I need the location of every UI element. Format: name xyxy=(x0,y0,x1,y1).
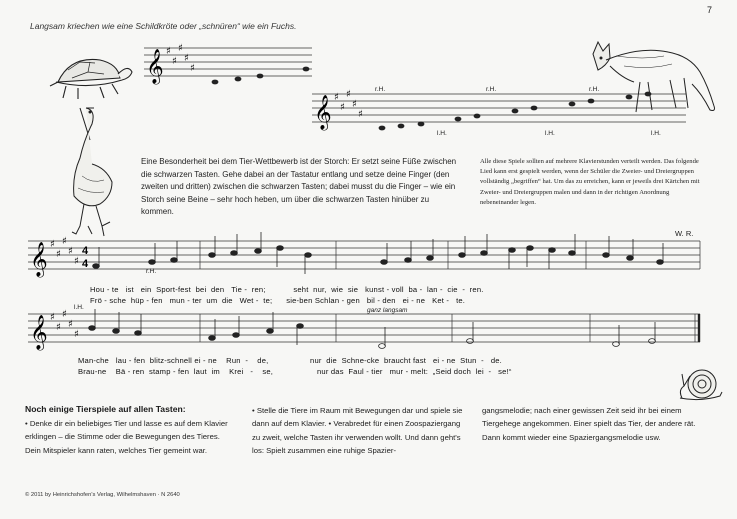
left-hand-mark: l.H. xyxy=(74,304,84,311)
lyrics-line-1-verse-2: Frö - sche hüp - fen mun - ter um die Wet - te; sie-ben Schlan - gen bil - den ei - ne Ket - te. xyxy=(90,296,466,305)
svg-text:♯: ♯ xyxy=(172,56,177,67)
composer-initials: W. R. xyxy=(675,229,694,238)
treble-clef-2: 𝄞 xyxy=(314,95,332,130)
svg-text:♯: ♯ xyxy=(62,309,67,320)
lyrics-line-2-verse-1: Man-che lau - fen blitz-schnell ei - ne Run - de, nur die Schne-cke braucht fast ei - ne Stun - de. xyxy=(78,356,502,365)
svg-text:♯: ♯ xyxy=(190,63,195,74)
lyrics-line-1-verse-1: Hou - te ist ein Sport-fest bei den Tie - ren; seht nur, wie sie kunst - voll ba - lan - cie - ren. xyxy=(90,285,484,294)
staff-4 xyxy=(28,314,700,342)
svg-text:♯: ♯ xyxy=(68,246,73,257)
svg-text:♯: ♯ xyxy=(352,99,357,110)
svg-text:♯: ♯ xyxy=(166,46,171,57)
svg-text:♯: ♯ xyxy=(50,239,55,250)
staff-2-notes xyxy=(379,92,652,131)
svg-text:♯: ♯ xyxy=(68,319,73,330)
staff-3-notes xyxy=(93,232,664,274)
right-hand-mark: r.H. xyxy=(589,86,600,93)
turtle-illustration xyxy=(50,59,132,99)
left-hand-mark: l.H. xyxy=(437,130,447,137)
svg-text:♯: ♯ xyxy=(50,312,55,323)
games-column-3: gangsmelodie; nach einer gewissen Zeit seid ihr bei einem Tiergehege angekommen. Einer spielt das Tier, der andere rät. Dann kommt wieder eine Spaziergangsmelodie usw. xyxy=(482,406,696,442)
fox-illustration xyxy=(593,42,715,112)
main-paragraph: Eine Besonderheit bei dem Tier-Wettbewerb ist der Storch: Er setzt seine Füße zwischen die schwarzen Tasten. Gehe dabei an der Tastatur entlang und setze deine Finger (den zweiten und dritten) zwischen die schwarzen Tasten; dabei musst du die Finger – wie ein Storch seine Beine – sehr hoch heben, um über die schwarzen Tasten hinüber zu kommen. xyxy=(141,157,457,217)
svg-text:♯: ♯ xyxy=(334,92,339,103)
lyrics-line-2-verse-2: Brau-ne Bä - ren stamp - fen laut im Krei - se, nur das Faul - tier mur - melt: „Seid doch lei - se!“ xyxy=(78,367,512,376)
side-note: Alle diese Spiele sollten auf mehrere Klavierstunden verteilt werden. Das folgende Lied kann erst gespielt werden, wenn der Schüler die Zweier- und Dreiergruppen vollständig „begriffen“ hat. Um das zu erreichen, kann er jeweils drei Kärtchen mit Zweier- und Dreiergruppen malen und dann in der richtigen Anordnung nebeneinander legen. xyxy=(480,158,700,206)
svg-text:♯: ♯ xyxy=(346,89,351,100)
treble-clef-1: 𝄞 xyxy=(146,49,164,84)
staff-3 xyxy=(28,241,700,269)
svg-text:♯: ♯ xyxy=(56,249,61,260)
left-hand-mark: l.H. xyxy=(651,130,661,137)
games-column-2: • Stelle die Tiere im Raum mit Bewegungen dar und spiele sie dann auf dem Klavier. • Verabredet für einen Zoospaziergang zu zweit, welche Tasten ihr verwenden wollt. Und dann geht's los: Spielt zusammen eine ruhige Spazier- xyxy=(252,406,463,455)
svg-text:♯: ♯ xyxy=(74,256,79,267)
copyright-line: © 2011 by Heinrichshofen's Verlag, Wilhelmshaven · N 2640 xyxy=(25,492,180,498)
left-hand-mark: l.H. xyxy=(545,130,555,137)
svg-text:♯: ♯ xyxy=(56,322,61,333)
right-hand-mark: r.H. xyxy=(375,86,386,93)
treble-clef-3: 𝄞 xyxy=(30,242,48,277)
svg-text:♯: ♯ xyxy=(62,236,67,247)
time-signature-bottom: 4 xyxy=(82,258,89,270)
right-hand-mark: r.H. xyxy=(146,268,157,275)
svg-text:♯: ♯ xyxy=(178,43,183,54)
intro-caption: Langsam kriechen wie eine Schildkröte oder „schnüren“ wie ein Fuchs. xyxy=(30,21,297,31)
stork-illustration xyxy=(72,108,112,236)
svg-text:♯: ♯ xyxy=(74,329,79,340)
svg-text:♯: ♯ xyxy=(358,109,363,120)
svg-text:♯: ♯ xyxy=(184,53,189,64)
tempo-mark: ganz langsam xyxy=(367,307,408,314)
games-heading: Noch einige Tierspiele auf allen Tasten: xyxy=(25,404,186,414)
page-number: 7 xyxy=(707,5,713,15)
right-hand-mark: r.H. xyxy=(486,86,497,93)
time-signature-top: 4 xyxy=(82,245,89,257)
treble-clef-4: 𝄞 xyxy=(30,315,48,350)
staff-4-notes xyxy=(89,309,656,348)
games-column-1: • Denke dir ein beliebiges Tier und lasse es auf dem Klavier erklingen – die Stimme oder die Bewegungen des Tieres. Dein Mitspieler kann raten, welches Tier gemeint war. xyxy=(25,419,228,455)
svg-text:♯: ♯ xyxy=(340,102,345,113)
snail-illustration xyxy=(680,370,722,400)
